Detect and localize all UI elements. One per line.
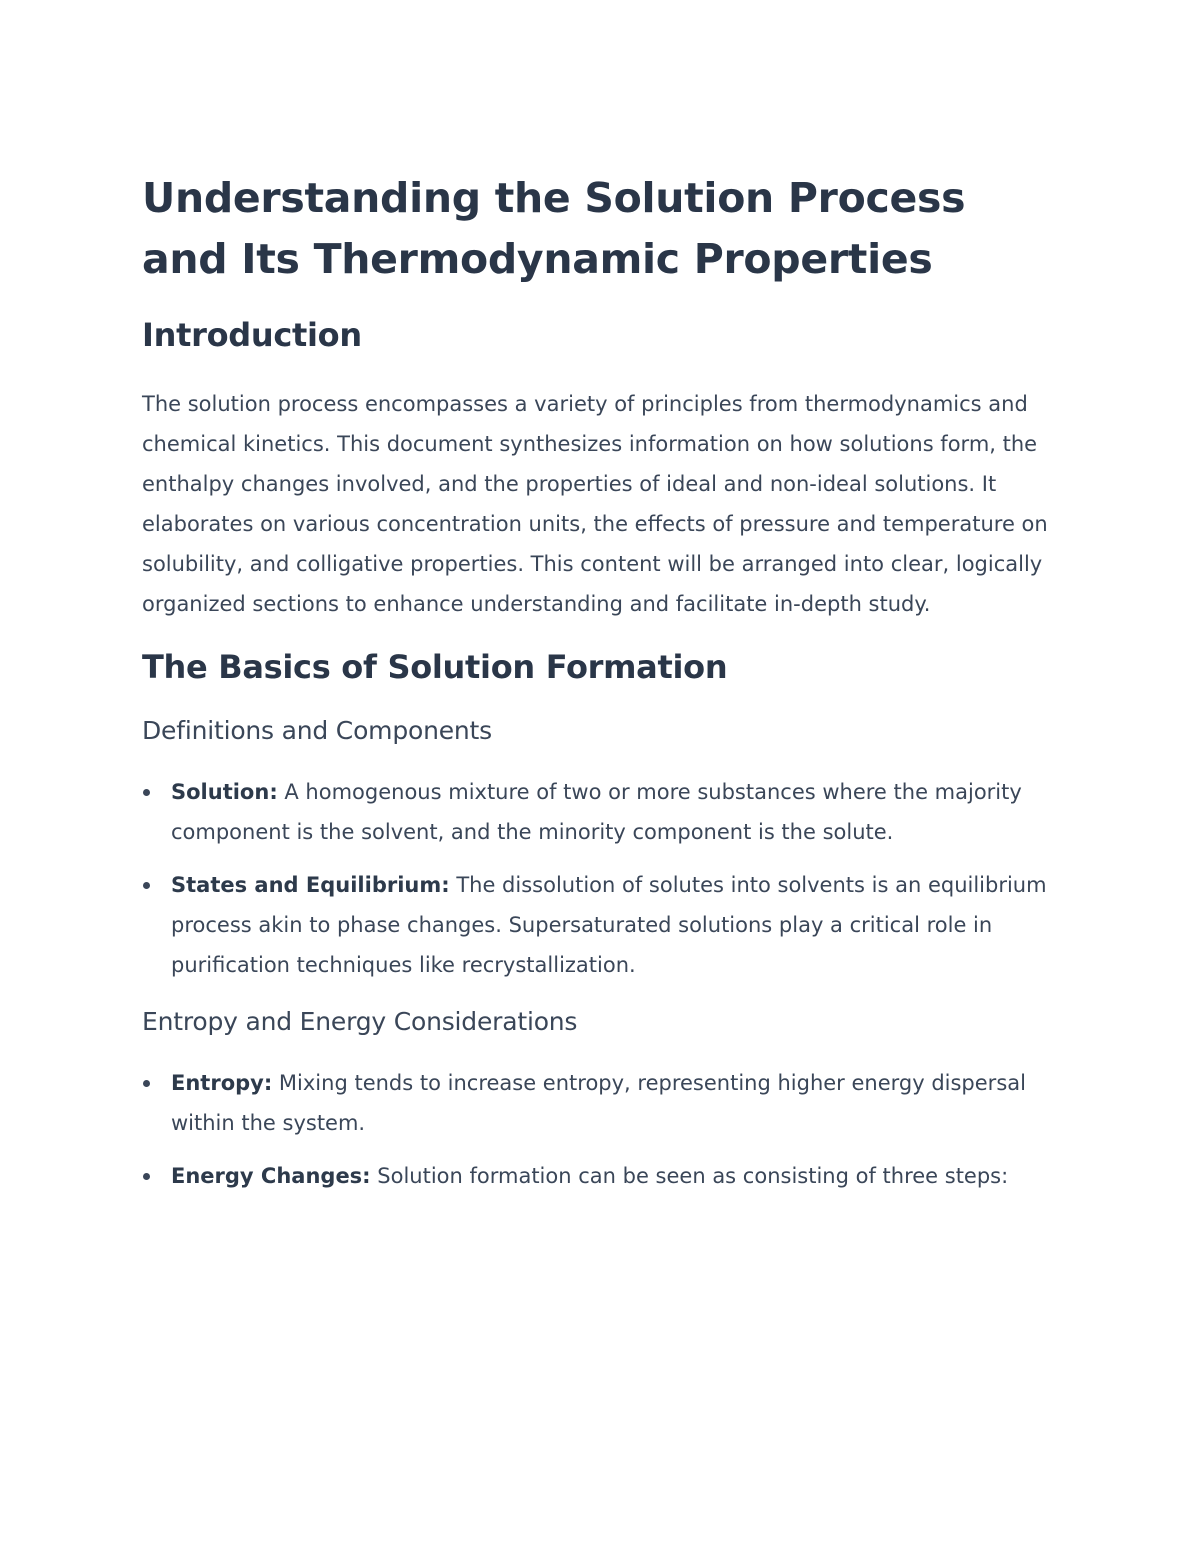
entropy-energy-heading: Entropy and Energy Considerations: [142, 1007, 578, 1036]
list-item-solution: [142, 772, 1062, 852]
list-item-energy-changes: [142, 1156, 1062, 1196]
entropy-energy-list: [142, 1063, 1062, 1196]
basics-heading: The Basics of Solution Formation: [142, 648, 728, 686]
definitions-heading: Definitions and Components: [142, 716, 492, 745]
term-entropy: Entropy:: [171, 1071, 273, 1095]
introduction-paragraph: The solution process encompasses a variety of principles from thermodynamics and chemical kinetics. This document synthesizes information on how solutions form, the enthalpy changes involved, and the properties of ideal and non-ideal solutions. It elaborates on various concentration units, the effects of pressure and temperature on solubility, and colligative properties. This content will be arranged into clear, logically organized sections to enhance understanding and facilitate in-depth study.: [142, 392, 1048, 616]
list-item-entropy: [142, 1063, 1062, 1143]
document-page: [142, 168, 1062, 1209]
definitions-list: [142, 772, 1062, 985]
bullet-icon: [143, 789, 150, 796]
term-states-equilibrium: States and Equilibrium:: [171, 873, 450, 897]
bullet-icon: [143, 1080, 150, 1087]
definition-energy-changes: Solution formation can be seen as consisting of three steps:: [370, 1164, 1009, 1188]
definition-entropy: Mixing tends to increase entropy, representing higher energy dispersal within the system.: [171, 1071, 1026, 1135]
definition-states-equilibrium: The dissolution of solutes into solvents is an equilibrium process akin to phase changes. Supersaturated solutions play a critical role in purification techniques like recrystallization.: [171, 873, 1047, 977]
document-title: Understanding the Solution Process and Its Thermodynamic Properties: [142, 174, 966, 283]
list-item-states-equilibrium: [142, 865, 1062, 985]
definition-solution: A homogenous mixture of two or more substances where the majority component is the solvent, and the minority component is the solute.: [171, 780, 1022, 844]
term-energy-changes: Energy Changes:: [171, 1164, 371, 1188]
bullet-icon: [143, 1173, 150, 1180]
bullet-icon: [143, 882, 150, 889]
introduction-heading: Introduction: [142, 316, 362, 354]
term-solution: Solution:: [171, 780, 278, 804]
